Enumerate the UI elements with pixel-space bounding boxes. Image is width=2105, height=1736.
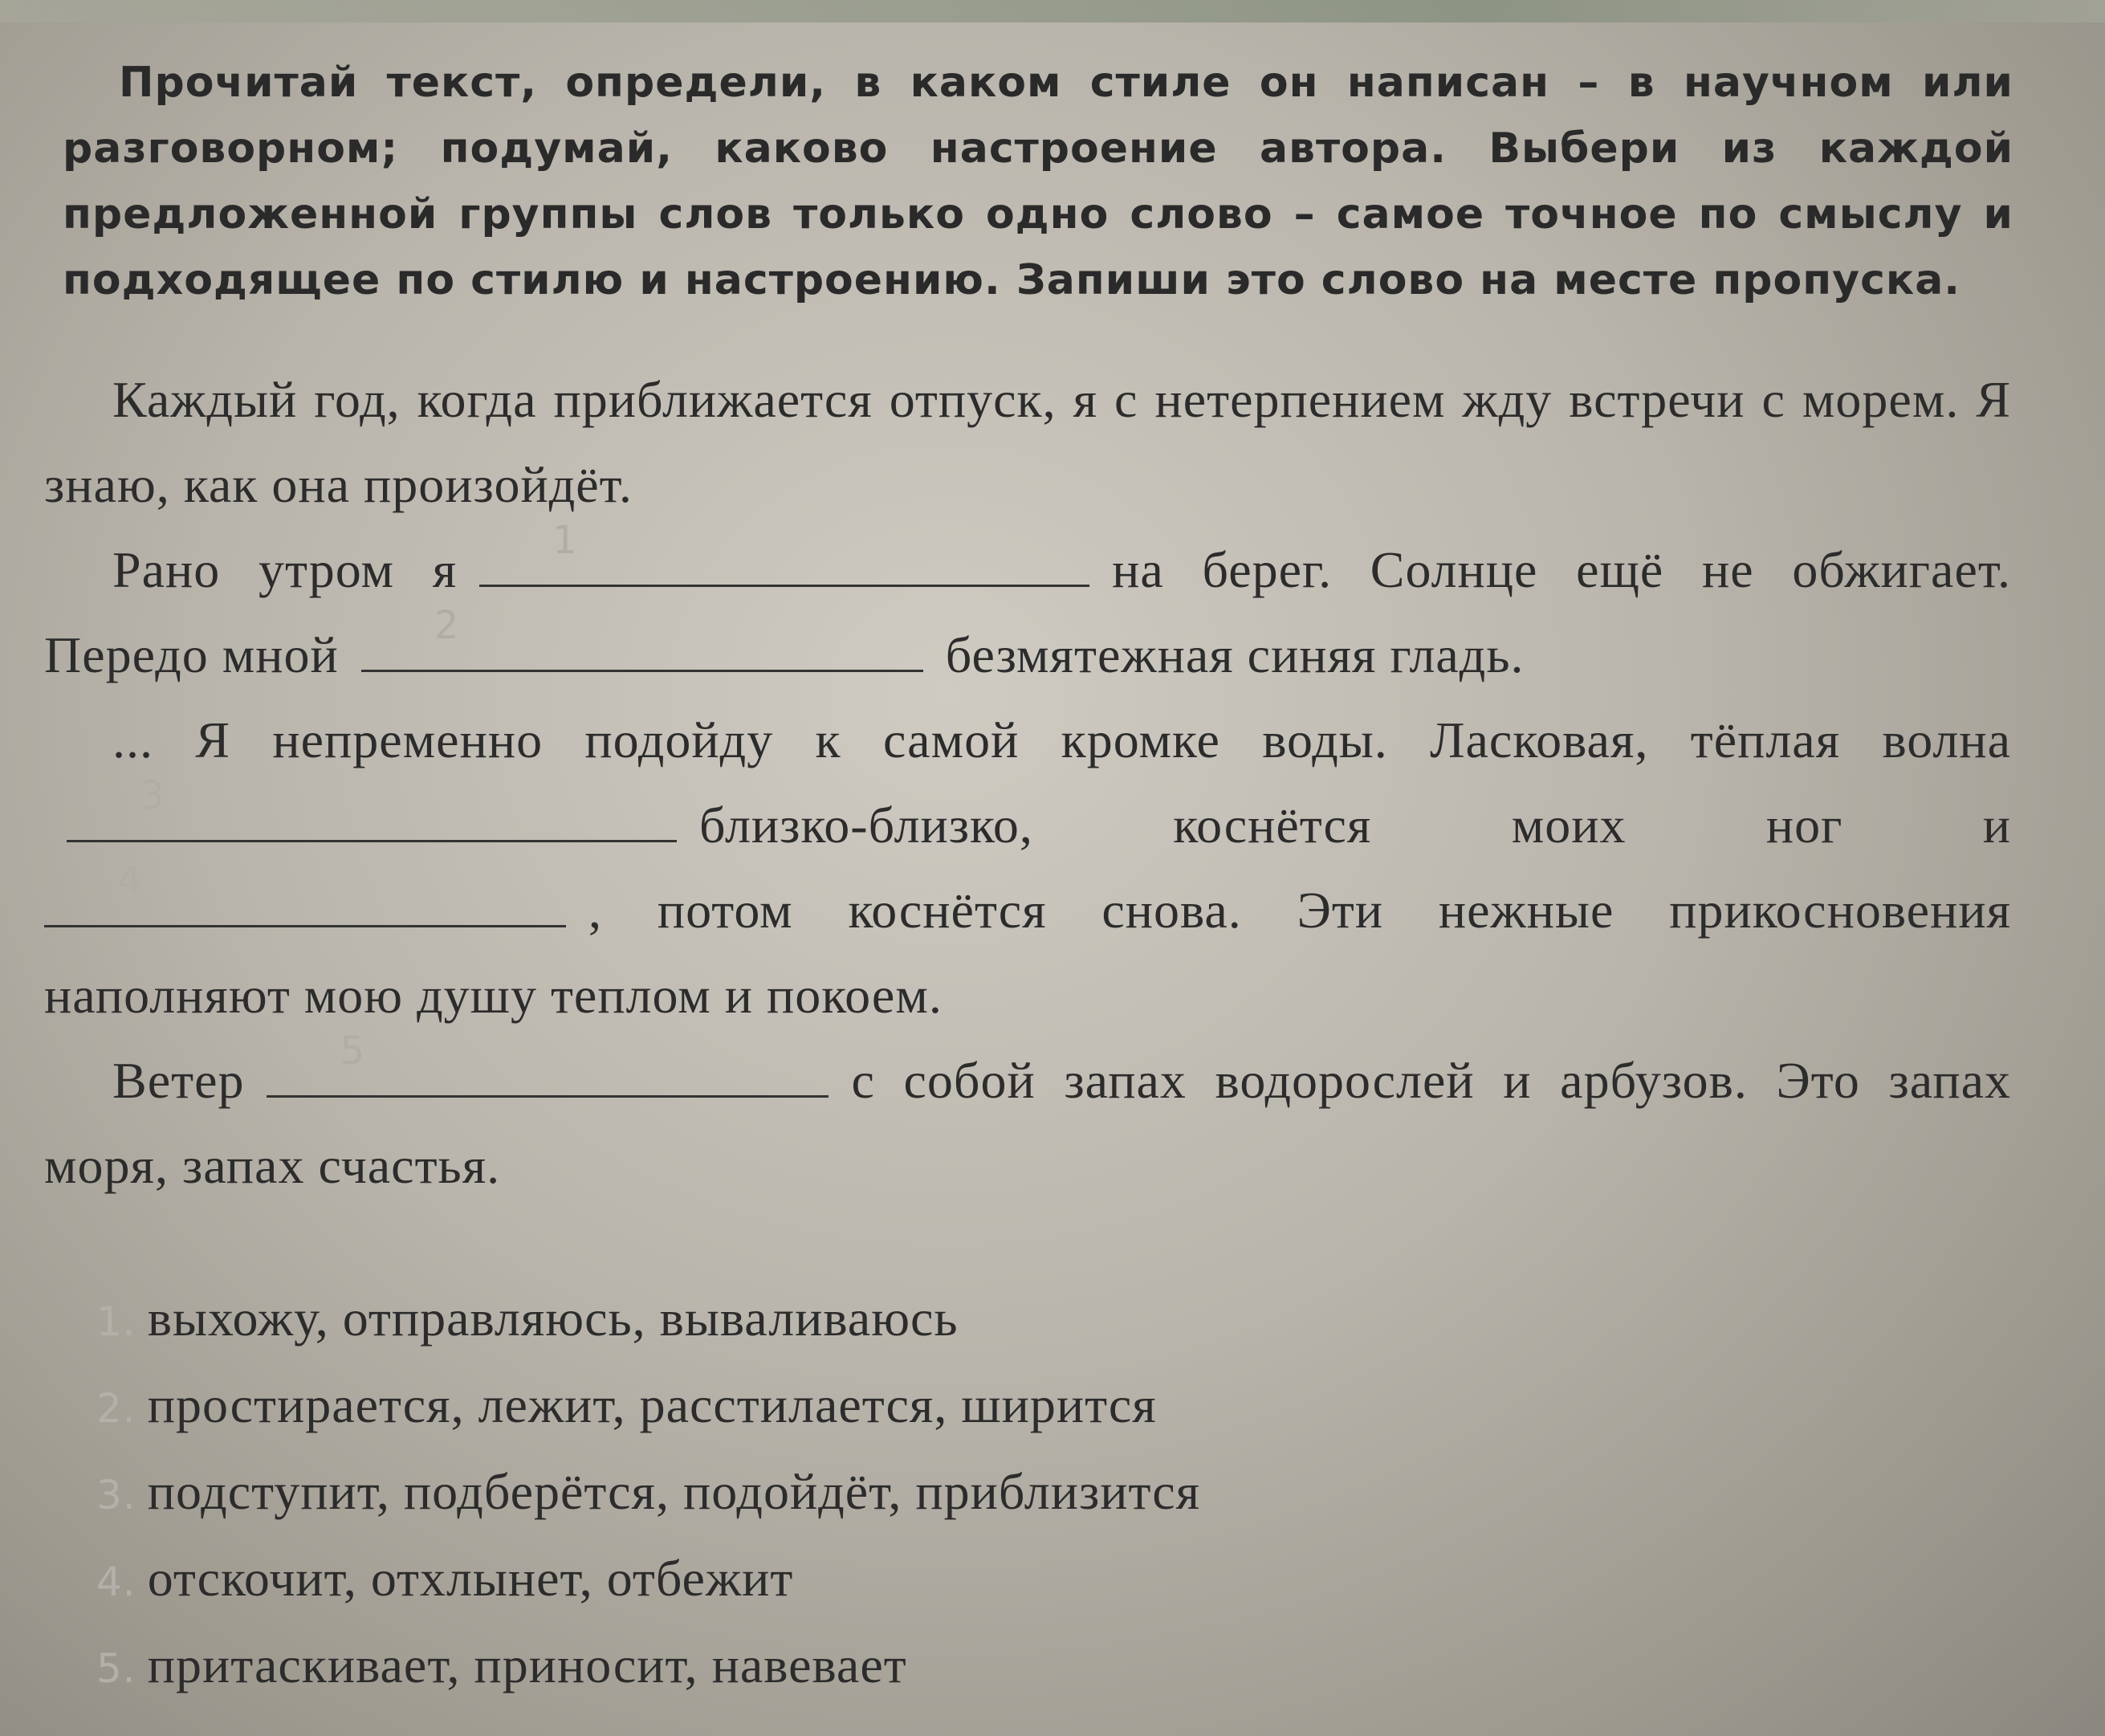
option-words: отскочит, отхлынет, отбежит <box>147 1550 794 1607</box>
blank-2[interactable] <box>361 603 923 672</box>
blank-4[interactable] <box>44 858 566 927</box>
option-item-1 <box>96 1277 1200 1363</box>
option-words: подступит, подберётся, подойдёт, приблизится <box>147 1463 1201 1520</box>
word-options-list <box>96 1277 1200 1710</box>
top-page-strip <box>0 0 2105 22</box>
story-text-fragment: Ветер <box>112 1052 245 1109</box>
blank-number: 2 <box>434 603 460 648</box>
story-text-fragment: на берег. Солнце ещё не обжигает. Передо мной <box>44 541 2012 683</box>
option-words: простирается, лежит, расстилается, ширится <box>147 1376 1157 1433</box>
story-text-fragment: с собой запах водорослей и арбузов. Это запах моря, запах счастья. <box>44 1052 2011 1194</box>
blank-3[interactable] <box>67 773 677 842</box>
option-number: 1. <box>96 1298 136 1345</box>
option-number: 5. <box>96 1645 136 1692</box>
option-number: 3. <box>96 1472 136 1518</box>
story-text-fragment: ... Я непременно подойду к самой кромке воды. Ласковая, тёплая волна <box>112 711 2011 768</box>
option-item-3 <box>96 1450 1200 1537</box>
story-paragraph-3 <box>44 698 2011 1038</box>
story-paragraph-2 <box>44 518 2012 698</box>
blank-number: 1 <box>552 518 578 563</box>
blank-number: 3 <box>140 773 165 818</box>
blank-number: 5 <box>340 1029 366 1074</box>
option-words: притаскивает, приносит, навевает <box>147 1636 907 1693</box>
option-words: выхожу, отправляюсь, вываливаюсь <box>147 1290 959 1347</box>
option-number: 4. <box>96 1559 136 1605</box>
story-text-fragment: близко-близко, коснётся моих ног и <box>699 797 2011 854</box>
story-paragraph-4 <box>44 1029 2011 1208</box>
blank-number: 4 <box>117 858 143 903</box>
story-paragraph-1: Каждый год, когда приближается отпуск, я с нетерпением жду встречи с морем. Я знаю, как она произойдёт. <box>44 371 2011 513</box>
option-item-5 <box>96 1624 1200 1710</box>
story-text-fragment: , потом коснётся снова. Эти нежные прикосновения наполняют мою душу теплом и покоем. <box>44 882 2011 1024</box>
option-item-4 <box>96 1537 1200 1624</box>
story-text-fragment: Рано утром я <box>112 541 458 598</box>
option-item-2 <box>96 1363 1200 1450</box>
blank-1[interactable] <box>479 518 1089 587</box>
task-instruction: Прочитай текст, определи, в каком стиле он написан – в научном или разговорном; подумай, каково настроение автора. Выбери из каждой предложенной группы слов только одно слово – самое точное по смыслу и подходящее по стилю и настроению. Запиши это слово на месте пропуска. <box>63 59 2013 304</box>
option-number: 2. <box>96 1385 136 1432</box>
story-text <box>44 357 2011 1208</box>
blank-5[interactable] <box>267 1029 829 1098</box>
story-text-fragment: безмятежная синяя гладь. <box>945 626 1525 683</box>
